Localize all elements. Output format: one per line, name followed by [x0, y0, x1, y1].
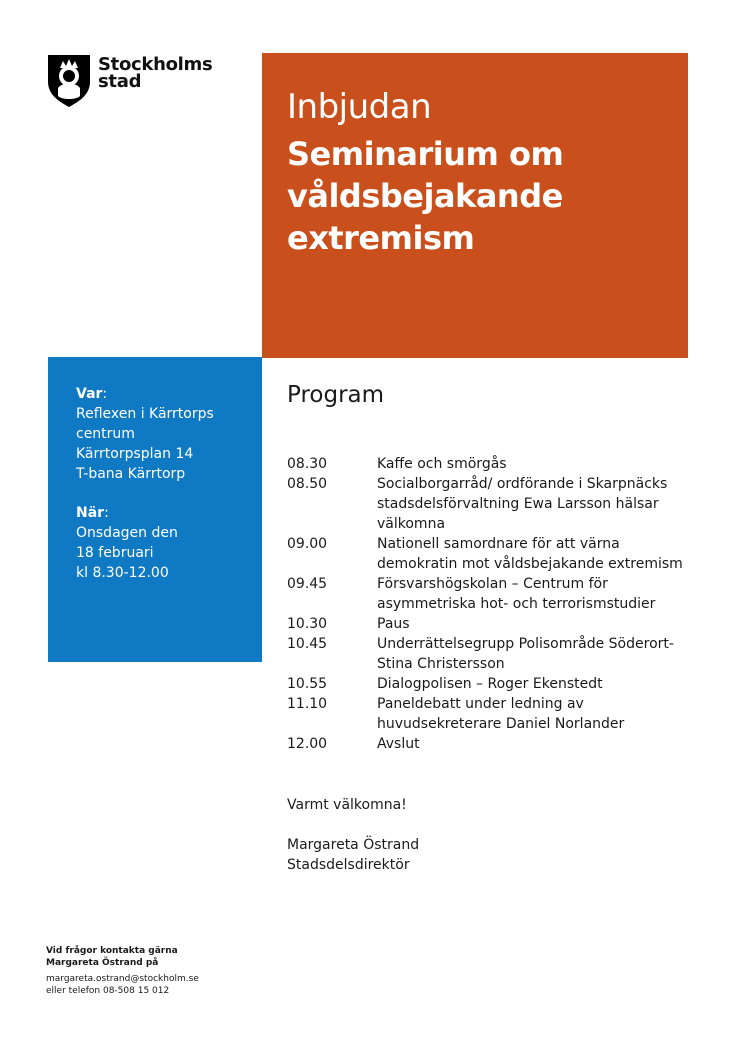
program-item [287, 574, 707, 614]
contact-email: margareta.ostrand@stockholm.se [46, 974, 199, 984]
program-item [287, 634, 707, 674]
when-label: När [76, 505, 105, 521]
event-title [287, 133, 664, 259]
contact-line: Margareta Östrand på [46, 958, 159, 968]
program-title: Program [287, 382, 385, 408]
program-time: 12.00 [287, 736, 328, 752]
contact-footer [46, 945, 199, 997]
program-time: 10.55 [287, 676, 328, 692]
program-section [287, 380, 707, 754]
program-desc: Nationell samordnare för att värna demokratin mot våldsbejakande extremism [377, 536, 683, 572]
event-title-line: våldsbejakande [287, 177, 563, 215]
where-line: T-bana Kärrtorp [76, 466, 186, 482]
program-desc: Paus [377, 616, 410, 632]
program-item [287, 614, 707, 634]
program-desc: Kaffe och smörgås [377, 456, 507, 472]
contact-line: Vid frågor kontakta gärna [46, 946, 178, 956]
program-desc: Avslut [377, 736, 420, 752]
greeting: Varmt välkomna! [287, 797, 407, 813]
program-time: 08.50 [287, 476, 328, 492]
signatory-name: Margareta Östrand [287, 837, 420, 853]
info-block [48, 357, 262, 662]
program-item [287, 734, 707, 754]
logo-line-2: stad [98, 71, 142, 92]
where-line: centrum [76, 426, 135, 442]
invitation-label: Inbjudan [287, 87, 432, 127]
program-item [287, 474, 707, 534]
header-block [262, 53, 688, 358]
program-desc: Försvarshögskolan – Centrum för asymmetriska hot- och terrorismstudier [377, 576, 656, 612]
program-desc: Socialborgarråd/ ordförande i Skarpnäcks stadsdelsförvaltning Ewa Larsson hälsar välkomna [377, 476, 668, 532]
logo-wordmark [98, 56, 212, 90]
program-item [287, 674, 707, 694]
program-time: 10.45 [287, 636, 328, 652]
contact-phone: eller telefon 08-508 15 012 [46, 986, 170, 996]
where-line: Kärrtorpsplan 14 [76, 446, 194, 462]
program-desc: Paneldebatt under ledning av huvudsekreterare Daniel Norlander [377, 696, 625, 732]
program-item [287, 694, 707, 734]
where-heading: Var: [76, 386, 108, 402]
where-line: Reflexen i Kärrtorps [76, 406, 214, 422]
where-label: Var [76, 386, 103, 402]
stockholms-stad-logo [46, 52, 212, 108]
program-time: 09.00 [287, 536, 328, 552]
when-line: 18 februari [76, 545, 154, 561]
crest-icon [46, 52, 92, 108]
program-time: 08.30 [287, 456, 328, 472]
event-title-line: Seminarium om [287, 135, 564, 173]
program-desc: Dialogpolisen – Roger Ekenstedt [377, 676, 603, 692]
event-title-line: extremism [287, 219, 475, 257]
logo-line-1: Stockholms [98, 54, 213, 75]
when-heading: När: [76, 505, 109, 521]
program-time: 10.30 [287, 616, 328, 632]
program-time: 11.10 [287, 696, 328, 712]
when-line: kl 8.30-12.00 [76, 565, 169, 581]
program-time: 09.45 [287, 576, 328, 592]
when-line: Onsdagen den [76, 525, 178, 541]
signatory-role: Stadsdelsdirektör [287, 857, 410, 873]
program-desc: Underrättelsegrupp Polisområde Söderort- Stina Christersson [377, 636, 674, 672]
program-item [287, 534, 707, 574]
program-item [287, 454, 707, 474]
closing-section [287, 795, 419, 875]
